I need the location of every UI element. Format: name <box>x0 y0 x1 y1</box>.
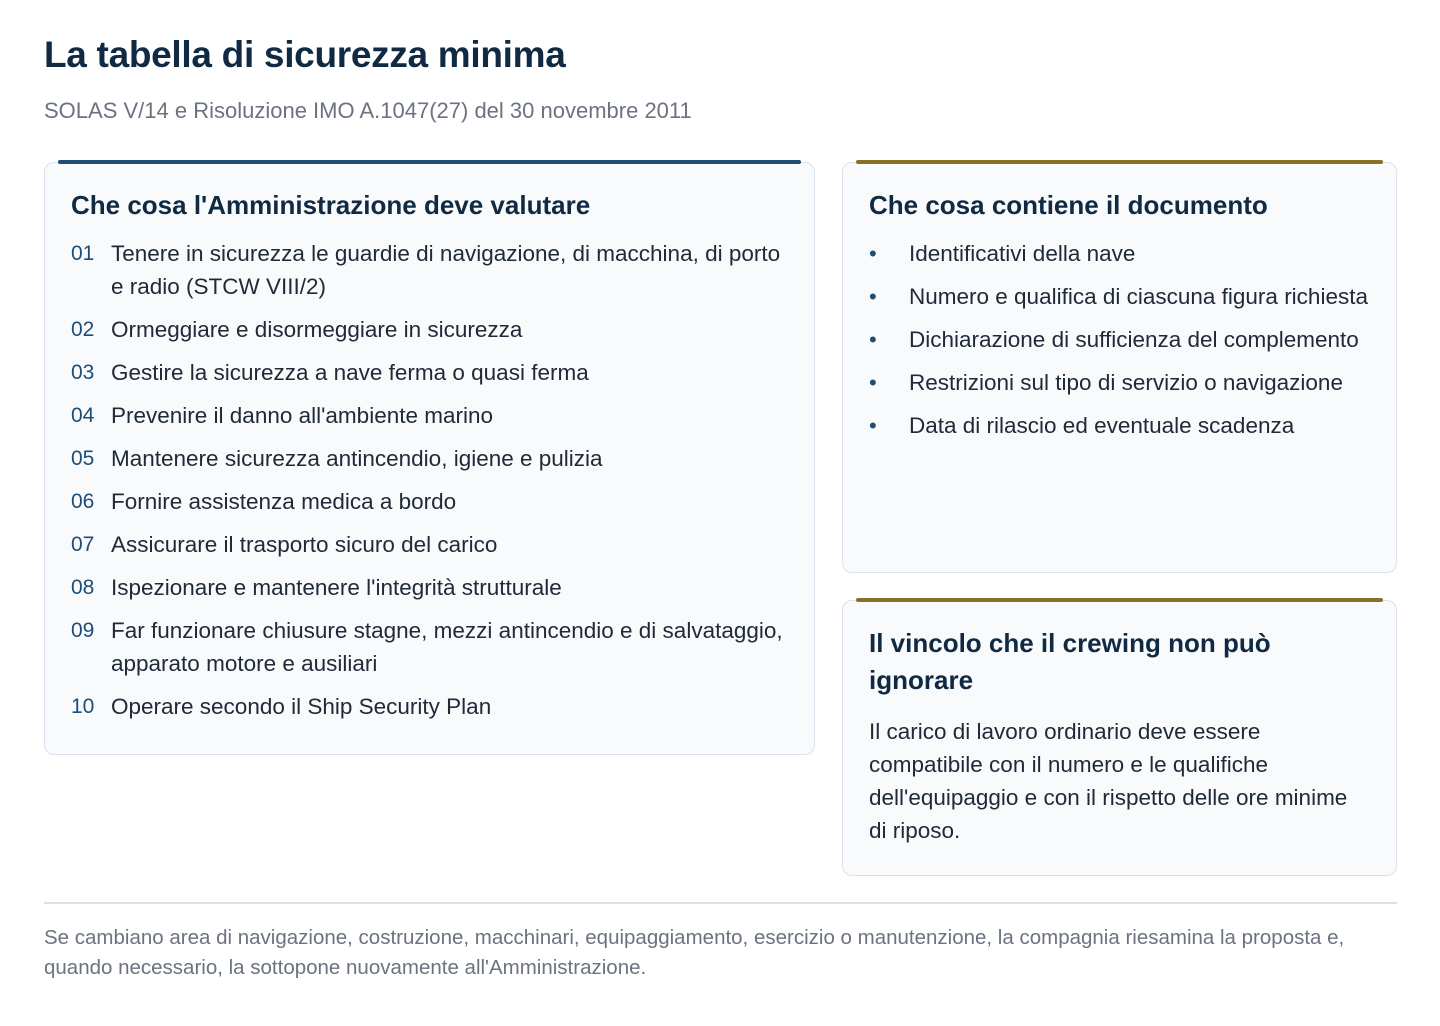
card-accent-bar <box>58 160 801 164</box>
item-text: Identificativi della nave <box>909 241 1136 266</box>
bullet-icon: • <box>869 327 877 352</box>
footer-note: Se cambiano area di navigazione, costruzione, macchinari, equipaggiamento, esercizio o manutenzione, la compagnia riesamina la proposta e, quando necessario, la sottopone nuovamente all'Amministrazione. <box>44 926 1345 979</box>
item-number: 06 <box>71 490 95 513</box>
item-number: 09 <box>71 619 95 642</box>
document-contents-card <box>842 162 1397 573</box>
item-text: Operare secondo il Ship Security Plan <box>111 694 492 719</box>
constraint-title: Il vincolo che il crewing non può ignorare <box>869 628 1271 695</box>
item-text: Data di rilascio ed eventuale scadenza <box>909 413 1295 438</box>
list-item <box>71 237 788 303</box>
item-number: 10 <box>71 695 95 718</box>
list-item <box>71 356 788 389</box>
bullet-icon: • <box>869 241 877 266</box>
item-number: 05 <box>71 447 95 470</box>
page-title: La tabella di sicurezza minima <box>44 34 566 75</box>
footer-divider <box>44 902 1397 904</box>
item-number: 01 <box>71 242 95 265</box>
list-item <box>71 442 788 475</box>
item-text: Fornire assistenza medica a bordo <box>111 489 457 514</box>
constraint-text: Il carico di lavoro ordinario deve essere compatibile con il numero e le qualifiche dell'equipaggio e con il rispetto delle ore minime di riposo. <box>869 719 1348 843</box>
list-item <box>71 528 788 561</box>
item-number: 08 <box>71 576 95 599</box>
item-text: Assicurare il trasporto sicuro del carico <box>111 532 498 557</box>
bullet-icon: • <box>869 413 877 438</box>
item-text: Dichiarazione di sufficienza del complemento <box>909 327 1359 352</box>
list-item <box>71 614 788 680</box>
list-item <box>71 399 788 432</box>
item-number: 03 <box>71 361 95 384</box>
page-subtitle: SOLAS V/14 e Risoluzione IMO A.1047(27) del 30 novembre 2011 <box>44 98 692 123</box>
document-contents-title: Che cosa contiene il documento <box>869 190 1268 220</box>
bullet-icon: • <box>869 370 877 395</box>
item-text: Mantenere sicurezza antincendio, igiene e pulizia <box>111 446 603 471</box>
list-item <box>869 323 1370 356</box>
item-number: 04 <box>71 404 95 427</box>
card-accent-bar <box>856 598 1383 602</box>
item-number: 02 <box>71 318 95 341</box>
list-item <box>869 237 1370 270</box>
item-text: Ispezionare e mantenere l'integrità strutturale <box>111 575 562 600</box>
document-contents-list <box>869 237 1370 442</box>
assessment-list <box>71 237 788 723</box>
constraint-card <box>842 600 1397 876</box>
list-item <box>869 280 1370 313</box>
item-text: Far funzionare chiusure stagne, mezzi antincendio e di salvataggio, apparato motore e ausiliari <box>111 618 783 676</box>
bullet-icon: • <box>869 284 877 309</box>
card-accent-bar <box>856 160 1383 164</box>
item-text: Numero e qualifica di ciascuna figura richiesta <box>909 284 1368 309</box>
list-item <box>869 366 1370 399</box>
item-text: Gestire la sicurezza a nave ferma o quasi ferma <box>111 360 589 385</box>
item-number: 07 <box>71 533 95 556</box>
item-text: Prevenire il danno all'ambiente marino <box>111 403 494 428</box>
item-text: Tenere in sicurezza le guardie di navigazione, di macchina, di porto e radio (STCW VIII/2) <box>111 241 781 299</box>
list-item <box>71 690 788 723</box>
assessment-card <box>44 162 815 755</box>
list-item <box>869 409 1370 442</box>
list-item <box>71 571 788 604</box>
list-item <box>71 313 788 346</box>
assessment-card-title: Che cosa l'Amministrazione deve valutare <box>71 190 591 220</box>
item-text: Ormeggiare e disormeggiare in sicurezza <box>111 317 523 342</box>
item-text: Restrizioni sul tipo di servizio o navigazione <box>909 370 1343 395</box>
list-item <box>71 485 788 518</box>
